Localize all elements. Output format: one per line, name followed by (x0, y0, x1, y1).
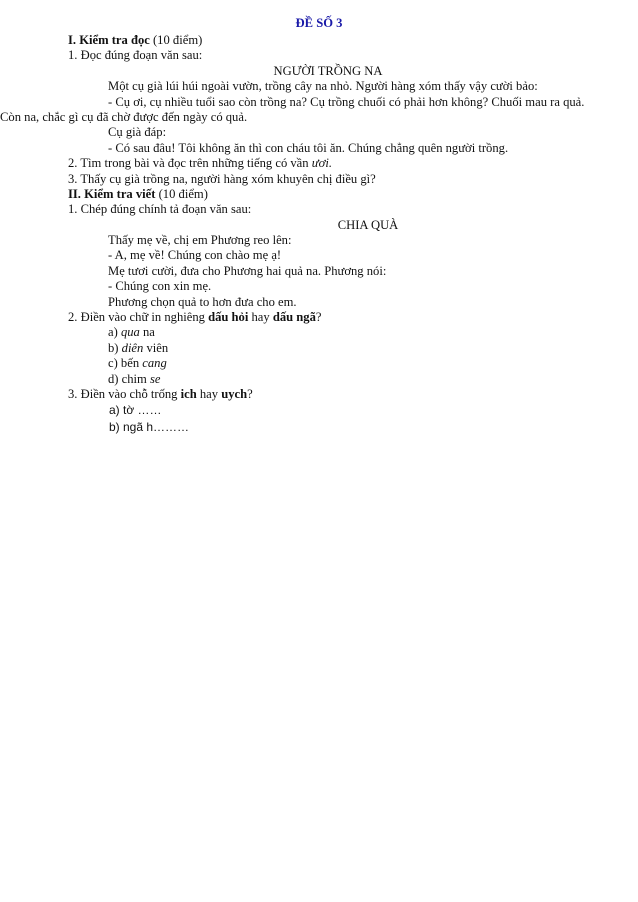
item-a-italic: qua (120, 325, 140, 340)
s1-question-1: 1. Đọc đúng đoạn văn sau: (68, 48, 203, 63)
s2-q2-bold-1: dấu hỏi (208, 310, 249, 325)
s1-paragraph-1: Một cụ già lúi húi ngoài vườn, trồng cây na nhỏ. Người hàng xóm thấy vậy cười bảo: (108, 79, 538, 94)
s1-question-3: 3. Thấy cụ già trồng na, người hàng xóm khuyên chị điều gì? (68, 171, 376, 186)
s2-question-1: 1. Chép đúng chính tả đoạn văn sau: (68, 202, 252, 217)
s2-q3-answer-a: a) tờ …… (109, 403, 162, 418)
s2-q2-item-d (68, 372, 628, 387)
s2-question-2 (68, 310, 628, 325)
section-1-heading (68, 33, 628, 48)
s2-q3-end: ? (247, 386, 253, 401)
section-2-label: II. Kiểm tra viết (68, 186, 156, 201)
exam-title: ĐỀ SỐ 3 (295, 16, 343, 30)
item-c-prefix: c) bến (108, 356, 143, 371)
item-b-suffix: viên (143, 340, 169, 355)
s2-line-1: Thấy mẹ về, chị em Phương reo lên: (108, 233, 292, 248)
s2-q2-item-c (68, 356, 628, 371)
s2-q2-text: 2. Điền vào chữ in nghiêng (68, 310, 209, 325)
s1-question-2-vowel: ươi. (311, 156, 332, 171)
s2-q2-mid: hay (248, 310, 273, 325)
s1-paragraph-3: Cụ già đáp: (108, 125, 167, 140)
s1-paragraph-2b: Còn na, chắc gì cụ đã chờ được đến ngày có quả. (0, 109, 248, 124)
s1-paragraph-4: - Có sau đâu! Tôi không ăn thì con cháu tôi ăn. Chúng chẳng quên người trồng. (108, 140, 509, 155)
item-c-italic: cang (142, 356, 167, 371)
exam-content (0, 33, 628, 435)
item-b-prefix: b) (108, 340, 122, 355)
s2-line-5: Phương chọn quả to hơn đưa cho em. (108, 294, 297, 309)
s2-q2-end: ? (315, 310, 322, 325)
s1-paragraph-2a: - Cụ ơi, cụ nhiều tuổi sao còn trồng na? Cụ trồng chuối có phải hơn không? Chuối mau ra quả. (108, 94, 585, 109)
item-a-prefix: a) (108, 325, 121, 340)
item-a-suffix: na (139, 325, 155, 340)
s1-question-2 (68, 156, 628, 171)
s2-q3-answer-b: b) ngã h……… (109, 419, 190, 434)
s2-line-2: - A, mẹ về! Chúng con chào mẹ ạ! (108, 248, 282, 263)
section-1-label: I. Kiểm tra đọc (68, 33, 150, 47)
s2-line-4: - Chúng con xin mẹ. (108, 279, 212, 294)
s2-q3-text: 3. Điền vào chỗ trống (68, 386, 181, 401)
s1-story-title: NGƯỜI TRỒNG NA (273, 63, 383, 78)
s2-q3-bold-2: uych (221, 386, 248, 401)
section-2-points: (10 điểm) (155, 186, 208, 201)
s2-q3-bold-1: ich (180, 386, 197, 401)
s2-q3-mid: hay (196, 386, 222, 401)
s2-story-title: CHIA QUÀ (337, 217, 399, 232)
s2-q2-item-a (68, 325, 628, 340)
s1-question-2-text: 2. Tìm trong bài và đọc trên những tiếng có vần (68, 156, 312, 171)
item-d-prefix: d) chim (108, 371, 150, 386)
s2-line-3: Mẹ tươi cười, đưa cho Phương hai quả na. Phương nói: (108, 263, 387, 278)
section-1-points: (10 điểm) (149, 33, 203, 47)
item-b-italic: diên (121, 340, 144, 355)
item-d-italic: se (149, 371, 161, 386)
s2-q2-bold-2: dấu ngã (272, 310, 316, 325)
section-2-heading (68, 187, 628, 202)
s2-question-3 (68, 387, 628, 402)
s2-q2-item-b (68, 341, 628, 356)
